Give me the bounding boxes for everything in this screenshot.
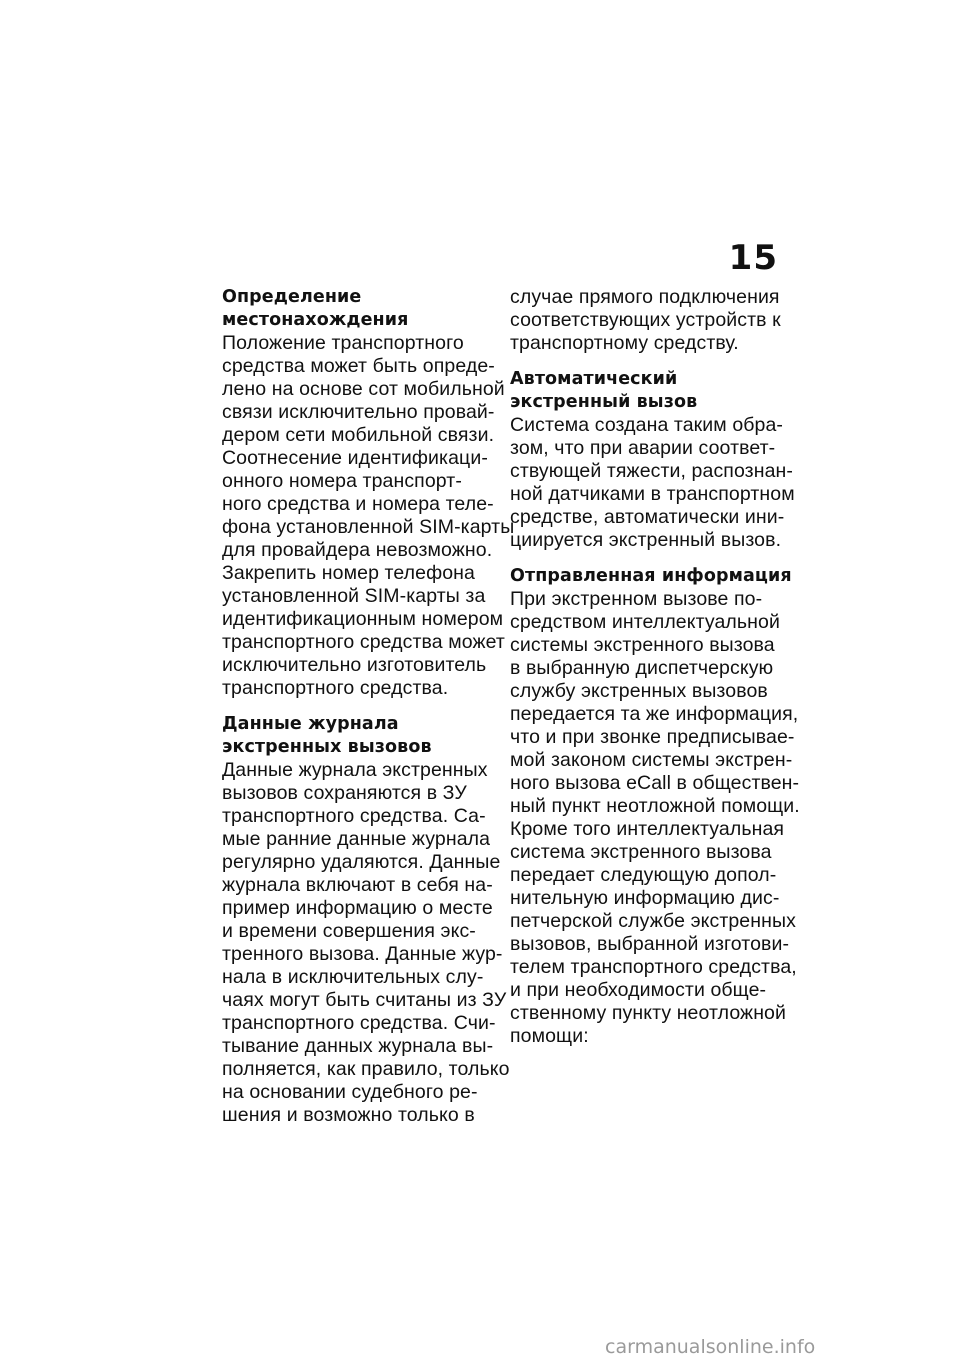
body-line: соответствующих устройств к [510, 309, 781, 331]
body-line: службу экстренных вызовов [510, 680, 768, 702]
body-line: Система создана таким обра- [510, 414, 784, 436]
body-line: нительную информацию дис- [510, 887, 780, 909]
body-line: средстве, автоматически ини- [510, 506, 785, 528]
body-line: дером сети мобильной связи. [222, 424, 495, 446]
heading-line: Определение [222, 287, 362, 307]
body-line: Данные журнала экстренных [222, 759, 488, 781]
section-body [510, 414, 795, 552]
body-line: зом, что при аварии соответ- [510, 437, 776, 459]
body-line: телем транспортного средства, [510, 956, 797, 978]
body-line: шения и возможно только в [222, 1104, 475, 1126]
body-line: полняется, как правило, только [222, 1058, 510, 1080]
body-line: нала в исключительных слу- [222, 966, 484, 988]
body-line: тренного вызова. Данные жур- [222, 943, 503, 965]
section-location-determination [222, 286, 515, 700]
section-automatic-emergency-call [510, 368, 795, 552]
body-line: и времени совершения экс- [222, 920, 476, 942]
body-line: для провайдера невозможно. [222, 539, 493, 561]
body-line: транспортного средства может [222, 631, 505, 653]
body-line: регулярно удаляются. Данные [222, 851, 501, 873]
body-line: журнала включают в себя на- [222, 874, 493, 896]
page-number: 15 [728, 238, 778, 278]
body-line: системы экстренного вызова [510, 634, 775, 656]
heading-line: экстренных вызовов [222, 737, 432, 757]
body-line: Соотнесение идентификаци- [222, 447, 488, 469]
body-line: передается та же информация, [510, 703, 799, 725]
body-line: на основании судебного ре- [222, 1081, 478, 1103]
body-line: случае прямого подключения [510, 286, 780, 308]
body-line: в выбранную диспетчерскую [510, 657, 774, 679]
section-continuation [510, 286, 780, 355]
body-line: мые ранние данные журнала [222, 828, 491, 850]
body-line: транспортного средства. [222, 677, 449, 699]
body-line: ственному пункту неотложной [510, 1002, 786, 1024]
body-line: и при необходимости обще- [510, 979, 767, 1001]
body-line: помощи: [510, 1025, 589, 1047]
body-line: транспортного средства. Са- [222, 805, 486, 827]
section-heading [510, 565, 792, 588]
body-line: онного номера транспорт- [222, 470, 462, 492]
body-line: что и при звонке предписывае- [510, 726, 795, 748]
body-line: идентификационным номером [222, 608, 504, 630]
body-line: Кроме того интеллектуальная [510, 818, 785, 840]
section-heading [510, 368, 780, 414]
body-line: ствующей тяжести, распознан- [510, 460, 793, 482]
body-line: ной датчиками в транспортном [510, 483, 795, 505]
section-body [510, 286, 780, 355]
body-line: ного вызова eCall в обществен- [510, 772, 800, 794]
body-line: пример информацию о месте [222, 897, 493, 919]
section-emergency-call-log [222, 713, 510, 1127]
body-line: циируется экстренный вызов. [510, 529, 782, 551]
body-line: мой законом системы экстрен- [510, 749, 793, 771]
section-body [222, 332, 515, 700]
heading-line: Данные журнала [222, 714, 399, 734]
body-line: средства может быть опреде- [222, 355, 495, 377]
heading-line: Отправленная информация [510, 566, 792, 586]
body-line: транспортному средству. [510, 332, 739, 354]
body-line: ного средства и номера теле- [222, 493, 494, 515]
heading-line: местонахождения [222, 310, 409, 330]
body-line: вызовов, выбранной изготови- [510, 933, 790, 955]
left-column [222, 286, 515, 1140]
section-sent-information [510, 565, 800, 1048]
body-line: петчерской службе экстренных [510, 910, 796, 932]
body-line: ный пункт неотложной помощи. [510, 795, 800, 817]
site-watermark: carmanualsonline.info [605, 1336, 816, 1358]
section-body [510, 588, 800, 1048]
body-line: Положение транспортного [222, 332, 464, 354]
body-line: Закрепить номер телефона [222, 562, 475, 584]
section-heading [222, 713, 492, 759]
body-line: система экстренного вызова [510, 841, 772, 863]
body-line: лено на основе сот мобильной [222, 378, 505, 400]
body-line: вызовов сохраняются в ЗУ [222, 782, 467, 804]
body-line: чаях могут быть считаны из ЗУ [222, 989, 507, 1011]
heading-line: экстренный вызов [510, 392, 698, 412]
body-line: средством интеллектуальной [510, 611, 780, 633]
right-column [510, 286, 800, 1061]
section-body [222, 759, 510, 1127]
body-line: связи исключительно провай- [222, 401, 495, 423]
body-line: исключительно изготовитель [222, 654, 487, 676]
body-line: фона установленной SIM-карты [222, 516, 515, 538]
heading-line: Автоматический [510, 369, 678, 389]
body-line: тывание данных журнала вы- [222, 1035, 494, 1057]
section-heading [222, 286, 492, 332]
body-line: передает следующую допол- [510, 864, 777, 886]
body-line: транспортного средства. Счи- [222, 1012, 496, 1034]
body-line: установленной SIM-карты за [222, 585, 486, 607]
body-line: При экстренном вызове по- [510, 588, 763, 610]
